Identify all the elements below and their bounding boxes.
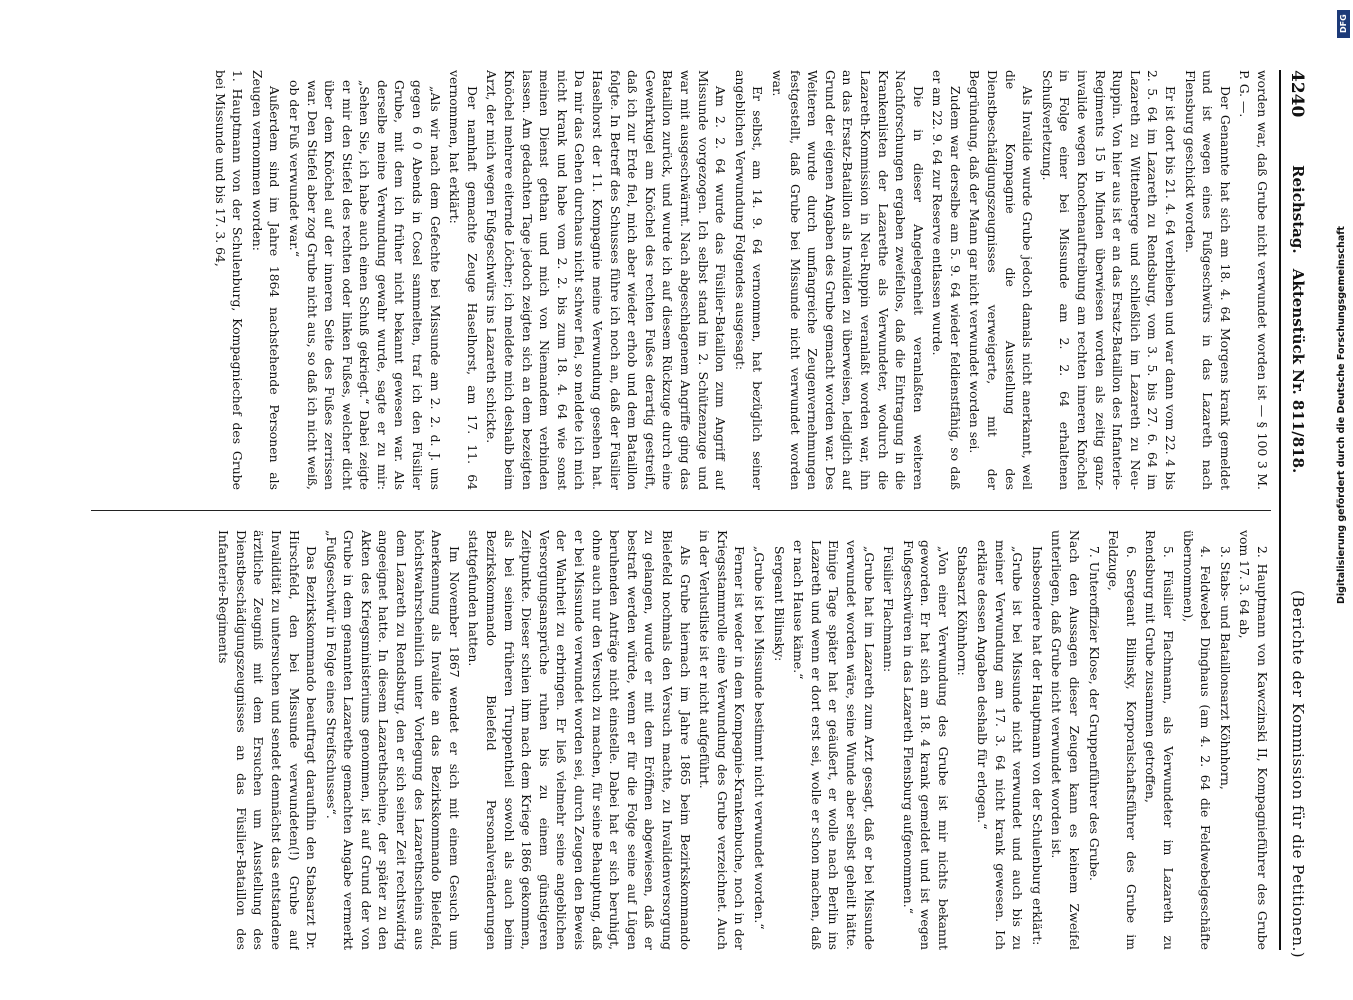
credit-text: Digitalisierung gefördert durch die Deutsche Forschungsgemeinschaft [1336, 226, 1347, 604]
left-column-paragraph: 1. Hauptmann von der Schulenburg, Kompagniechef des Grube bei Missunde und bis 17. 3. 64, [212, 70, 246, 490]
header-section: Reichstag. [1289, 165, 1307, 254]
text-column-left [91, 70, 1271, 490]
document-page [75, 70, 1315, 959]
witness-list-item-paragraph: 2. Hauptmann von Kawczinski II, Kompagnieführer des Grube vom 17. 3. 64 ab, [1237, 530, 1270, 950]
witness-list-item-paragraph: 5. Füsilier Flachmann, als Verwundeter im Lazareth zu Rendsburg mit Grube zusammen getroffen, [1143, 530, 1177, 950]
page-number: 4240 [1287, 70, 1307, 118]
right-column-paragraph: „Grube ist bei Missunde nicht verwundet und auch bis zu meiner Verwundung am 17. 3. 64 nicht krank gewesen. Ich erkläre dessen Angaben deshalb für erlogen.“ [975, 540, 1026, 950]
witness-list-item-paragraph: 6. Sergeant Bilinsky, Korporalschaftsführer des Grube im Feldzuge, [1106, 530, 1139, 950]
right-column-paragraph: Als Grube hiernach im Jahre 1865 beim Bezirkskommando Bielefeld nochmals den Versuch machte, zu Invalidenversorgung zu gelangen, wurde er mit dem Eröffnen abgewiesen, daß er bestraft werden würde, wenn er für die Folge seine auf Lügen beruhenden Anträge nicht einstelle. Dabei hat er sich beruhigt, ohne auch nur den Versuch zu machen, für seine Behauptung, daß er bei Missunde verwundet worden sei, durch Zeugen den Beweis der Wahrheit zu erbringen. Er ließ vielmehr seine angeblichen Versorgungsansprüche ruhen bis zu einem günstigeren Zeitpunkte. Dieser schien ihm nach dem Kriege 1866 gekommen, als bei seinem früheren Truppentheil sowohl als auch beim Bezirkskommando Bielefeld Personalveränderungen stattgefunden hatten. [466, 530, 693, 950]
text-column-right-body [215, 530, 1084, 950]
right-column-paragraph: Nach den Aussagen dieser Zeugen kann es keinem Zweifel unterliegen, daß Grube nicht verwundet worden ist. [1049, 530, 1083, 950]
left-column-paragraph: worden war, daß Grube nicht verwundet worden ist — § 100 3 M. P. G. —. [1237, 70, 1270, 490]
digitization-credit [1336, 10, 1352, 610]
right-column-paragraph: „Grube hat im Lazareth zum Arzt gesagt, daß er bei Missunde verwundet worden wäre, seine Wunde aber selbst geheilt hätte. Einige Tage später hat er geäußert, er wolle nach Berlin ins Lazareth und wenn er dort erst sei, wolle er schon machen, daß er nach Hause käme.“ [791, 540, 877, 950]
right-column-paragraph: Insbesondere hat der Hauptmann von der Schulenburg erklärt: [1029, 546, 1045, 946]
left-column-paragraph: Am 2. 2. 64 wurde das Füsilier-Bataillon zum Angriff auf Missunde vorgezogen. Ich selbst stand im 2. Schützenzuge und war mit ausgeschwärmt. Nach abgeschlagenem Angriffe ging das Bataillon zurück, und wurde ich auf diesem Rückzuge durch eine Gewehrkugel am Knöchel des rechten Fußes derartig gestreift, daß ich zur Erde fiel, mich aber wieder erhob und dem Bataillon folgte. In Betreff des Schusses führe ich noch an, daß der Füsilier Haselhorst der 11. Kompagnie meine Verwundung gesehen hat. Da mir das Gehen durchaus nicht schwer fiel, so meldete ich mich nicht krank und habe vom 2. 2. bis zum 18. 4. 64 wie sonst meinen Dienst gethan und mich von Niemandem verbinden lassen. Am gedachten Tage jedoch zeigten sich an dem bezeigten Knöchel mehrere eiternde Löcher; ich meldete mich deshalb beim Arzt, der mich wegen Fußgeschwürs ins Lazareth schickte. [484, 70, 729, 490]
header-title [1289, 165, 1307, 483]
left-column-paragraph: Außerdem sind im Jahre 1864 nachstehende Personen als Zeugen vernommen worden: [249, 70, 283, 490]
text-column-right [91, 530, 1271, 950]
right-column-paragraph: Sergeant Bilinsky: [771, 546, 787, 662]
header-document: Aktenstück Nr. 811/818. [1289, 268, 1307, 474]
right-column-paragraph: „Von einer Verwundung des Grube ist mir nichts bekannt geworden. Er hat sich am 18. 4 krank gemeldet und ist wegen Fußgeschwüren in das Lazareth Flensburg aufgenommen.“ [900, 540, 951, 950]
witness-list-item-paragraph: 3. Stabs- und Bataillonsarzt Köhnhorn, [1217, 546, 1233, 790]
right-column-paragraph: Füsilier Flachmann: [881, 546, 897, 673]
left-column-paragraph: Er selbst, am 14. 9. 64 vernommen, hat bezüglich seiner angeblichen Verwundung Folgendes ausgesagt: [732, 70, 766, 490]
left-column-paragraph: Der Genannte hat sich am 18. 4. 64 Morgens krank gemeldet und ist wegen eines Fußgeschwürs in das Lazareth nach Flensburg geschickt worden. [1182, 70, 1233, 490]
left-column-paragraph: „Als wir nach dem Gefechte bei Missunde am 2. 2. d. J. uns gegen 6 0 Abends in Cosel sammelten, traf ich den Füsilier Grube, mit dem ich früher nicht bekannt gewesen war. Als derselbe meine Verwundung gewahr wurde, sagte er zu mir: „Sehen Sie, ich habe auch einen Schuß gekriegt.“ Dabei zeigte er mir den Stiefel des rechten oder linken Fußes, welcher dicht über dem Knöchel auf der inneren Seite des Fußes zerrissen war. Den Stiefel aber zog Grube nicht aus, so daß ich nicht weiß, ob der Fuß verwundet war.“ [286, 80, 443, 490]
dfg-logo: DFG [1337, 10, 1350, 38]
left-column-paragraph: Als Invalide wurde Grube jedoch damals nicht anerkannt, weil die Kompagnie die Ausstellung des Dienstbeschädigungszeugnisses verweigerte, mit der Begründung, daß der Mann gar nicht verwundet worden sei. [967, 70, 1036, 490]
page-header [1279, 70, 1315, 959]
right-column-paragraph: „Grube ist bei Missunde bestimmt nicht verwundet worden.“ [751, 546, 767, 930]
right-column-paragraph: Ferner ist weder in dem Kompagnie-Krankenbuche, noch in der Kriegsstammrolle eine Verwundung des Grube verzeichnet. Auch in der Verlustliste ist er nicht aufgeführt. [697, 530, 748, 950]
right-column-paragraph: Im November 1867 wendet er sich mit einem Gesuch um Anerkennung als Invalide an das Bezirkskommando Bielefeld, höchstwahrscheinlich unter Vorlegung des Lazarethscheins aus dem Lazareth zu Rendsburg, den er sich seiner Zeit rechtswidrig angeeignet hatte. In diesem Lazarethscheine, der später zu den Akten des Kriegsministeriums genommen, ist auf Grund der von Grube in dem genannten Lazarethe gemachten Angabe vermerkt „Fußgeschwür in Folge eines Streifschusses“. [323, 530, 462, 950]
left-column-paragraph: Die in dieser Angelegenheit veranlaßten weiteren Nachforschungen ergaben zweifellos, daß die Eintragung in die Krankenlisten der Lazarethe als Verwundeter, wodurch die Lazareth-Kommission in Neu-Ruppin veranlaßt worden war, ihn an das Ersatz-Bataillon als Invaliden zu überweisen, lediglich auf Grund der eigenen Angaben des Grube gemacht worden war. Des Weiteren wurde durch umfangreiche Zeugenvernehmungen festgestellt, daß Grube bei Missunde nicht verwundet worden war. [769, 70, 926, 490]
witness-list [1085, 530, 1271, 950]
left-column-paragraph: Der namhaft gemachte Zeuge Haselhorst, am 17. 11. 64 vernommen, hat erklärt: [447, 70, 480, 490]
right-column-paragraph: Das Bezirkskommando beauftragt daraufhin den Stabsarzt Dr. Hirschfeld, den bei Missunde verwundeten(!) Grube auf Invalidität zu untersuchen und sendet demnächst das entstandene ärztliche Zeugniß mit dem Ersuchen um Ausstellung des Dienstbeschädigungszeugnisses an das Füsilier-Bataillon des Infanterie-Regiments [216, 530, 320, 950]
witness-list-item-paragraph: 7. Unteroffizier Klose, der Gruppenführer des Grube. [1086, 546, 1102, 881]
left-column-paragraph: Er ist dort bis 21. 4. 64 verblieben und war dann vom 22. 4 bis 2. 5. 64 im Lazareth zu Rendsburg, vom 3. 5. bis 27. 6. 64 im Lazareth zu Wittenberge und schließlich im Lazareth zu Neu-Ruppin. Von hier aus ist er an das Ersatz-Bataillon des Infanterie-Regiments 15 in Minden überwiesen worden als zeitig ganz-invalide wegen Knochenauftreibung am rechten inneren Knöchel in Folge einer bei Missunde am 2. 2. 64 erhaltenen Schußverletzung. [1039, 70, 1179, 490]
right-column-paragraph: Stabsarzt Köhnhorn: [955, 546, 971, 676]
left-column-paragraph: Zudem war derselbe am 5. 9. 64 wieder feldienstfähig, so daß er am 22. 9. 64 zur Reserve entlassen wurde. [930, 70, 963, 490]
column-divider [91, 510, 1271, 511]
witness-list-item-paragraph: 4. Feldwebel Dinghaus (am 4. 2. 64 die Feldwebelgeschäfte übernommen), [1180, 530, 1214, 950]
header-subtitle: (Berichte der Kommission für die Petitionen.) [1289, 590, 1307, 959]
